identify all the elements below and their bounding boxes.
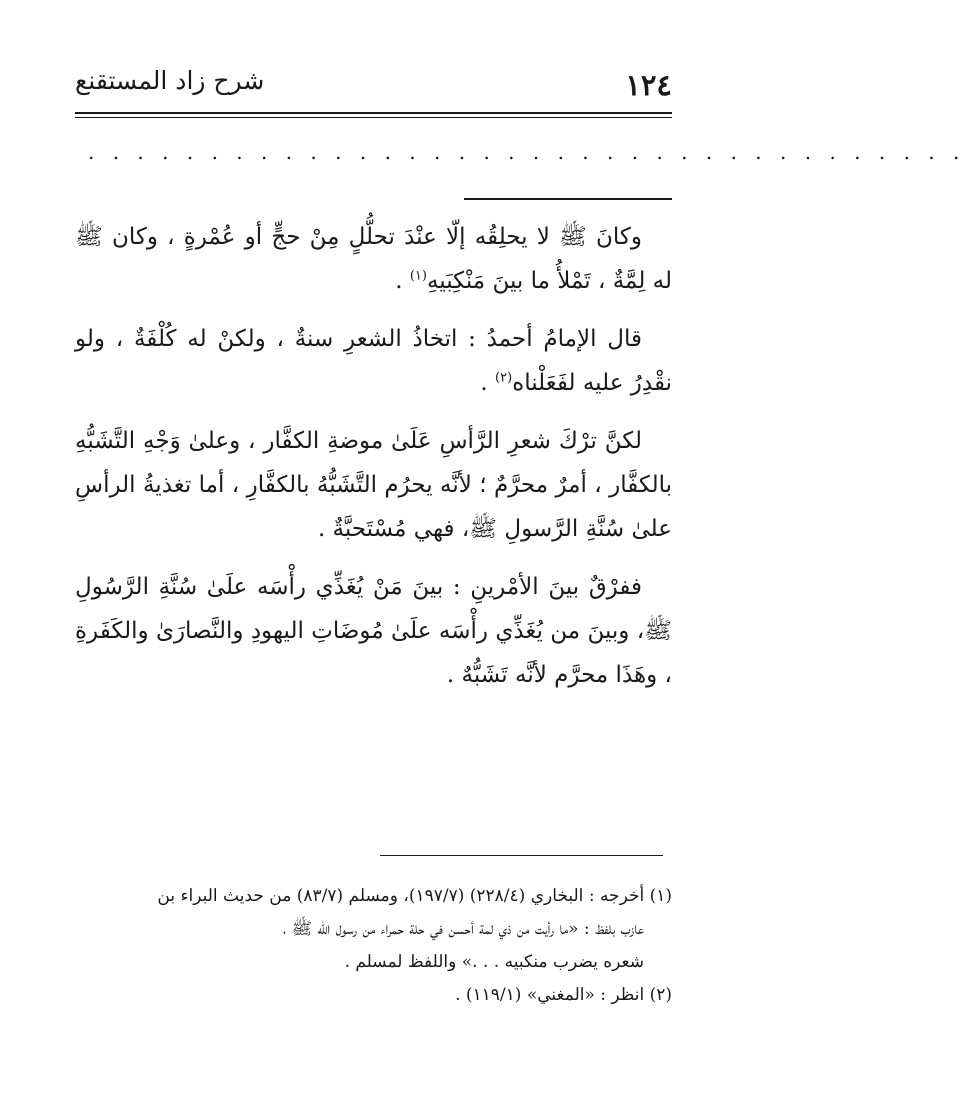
running-title: شرح زاد المستقنع	[75, 66, 265, 95]
footnote-rule	[380, 855, 663, 856]
paragraph-2	[75, 317, 672, 405]
footnote-ref: (٢)	[495, 370, 513, 386]
paragraph-text: وكانَ ﷺ لا يحلِقُه إلّا عنْدَ تحلُّلٍ مِنْ حجٍّ أو عُمْرةٍ ، وكان ﷺ له لِمَّةٌ ، تَمْلأُ ما بينَ مَنْكِبَيهِ	[75, 224, 672, 294]
paragraph-text: ففرْقٌ بينَ الأمْرينِ : بينَ مَنْ يُغَذِّي رأْسَه علَىٰ سُنَّةِ الرَّسُولِ ﷺ، وبينَ من يُغَذِّي رأْسَه علَىٰ مُوضَاتِ اليهودِ والنَّصارَىٰ والكَفَرةِ ، وهَذَا محرَّم لأنَّه تَشَبُّهٌ .	[75, 574, 672, 688]
body-text	[75, 215, 672, 711]
footnotes	[75, 880, 672, 1012]
paragraph-3	[75, 419, 672, 551]
paragraph-1	[75, 215, 672, 303]
footnote-ref: (١)	[409, 268, 427, 284]
paragraph-text: قال الإمامُ أحمدُ : اتخاذُ الشعرِ سنةٌ ، ولكنْ له كُلْفَةٌ ، ولو نقْدِرُ عليه لفَعَلْناه	[75, 326, 672, 396]
page-number: ١٢٤	[625, 68, 672, 102]
header-rule-thin	[75, 117, 672, 118]
footnote-1-line-3: شعره يضرب منكبيه . . .» واللفظ لمسلم .	[344, 952, 644, 972]
section-rule	[464, 198, 672, 200]
paragraph-end: .	[395, 268, 410, 294]
paragraph-text: لكنَّ ترْكَ شعرِ الرَّأسِ عَلَىٰ موضةِ الكفَّار ، وعلىٰ وَجْهِ التَّشَبُّهِ بالكفَّار ، أمرٌ محرَّمٌ ؛ لأنَّه يحرُم التَّشَبُّهُ بالكفَّارِ ، أما تغذيةُ الرأسِ علىٰ سُنَّةِ الرَّسولِ ﷺ، فهي مُسْتَحبَّةٌ .	[75, 428, 672, 542]
header-rule-thick	[75, 112, 672, 114]
footnote-1-line-1: (١) أخرجه : البخاري (٢٢٨/٤) (١٩٧/٧)، ومسلم (٨٣/٧) من حديث البراء بن	[157, 886, 672, 906]
paragraph-4	[75, 565, 672, 697]
paragraph-end: .	[480, 370, 496, 396]
footnote-1-line-2: عازب بلفظ : «ما رأيت من ذي لمة أحسن في حلة حمراء من رسول الله ﷺ ،	[282, 919, 644, 939]
footnote-2-line-1: (٢) انظر : «المغني» (١١٩/١) .	[455, 985, 672, 1005]
page-header	[75, 60, 672, 104]
separator-dots: . . . . . . . . . . . . . . . . . . . . . . . . . . . . . . . . . . . .	[88, 140, 965, 164]
